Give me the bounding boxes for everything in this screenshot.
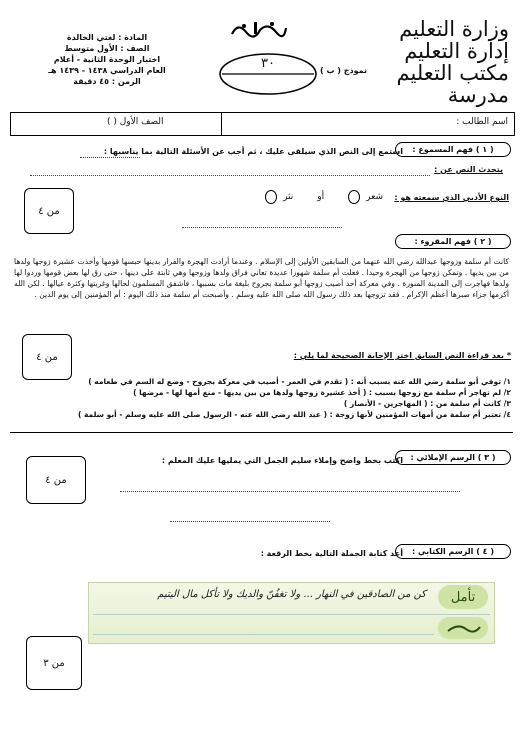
answer-line xyxy=(120,490,460,492)
q2-item: ٤/ تعتبر أم سلمة من أمهات المؤمنين لأنها زوجة : ( عبد الله رضي الله عنه - الرسول صلى الله عليه وسلم - أبو سلمة ) xyxy=(77,410,511,419)
q4-title: ( ٤ ) الرسم الكتابي : xyxy=(395,544,511,559)
answer-line xyxy=(30,174,430,176)
class-label: الصف الأول ( ) xyxy=(107,117,164,127)
or-word: أو xyxy=(317,192,325,202)
q1-score-box: من ٤ xyxy=(24,188,74,234)
q1-title: ( ١ ) فهم المسموع : xyxy=(395,142,511,157)
answer-line xyxy=(170,520,330,522)
model-label: نموذج ( ب ) xyxy=(320,66,367,75)
total-score-circle xyxy=(218,52,318,96)
q2-item: ٢/ لم تهاجر أم سلمة مع زوجها بسبب : ( أخذ عشيرة زوجها ولدها من بين يديها - منع أمها لها - مرضها ) xyxy=(133,388,511,397)
q4-score-box: من ٣ xyxy=(26,636,82,690)
grade-line: الصف : الأول متوسط xyxy=(64,44,150,53)
divider xyxy=(221,113,222,135)
q2-choose-instruction: * بعد قراءة النص السابق اختر الإجابة الصحيحة لما يلي : xyxy=(293,351,511,360)
genre-options xyxy=(265,190,383,204)
section-divider xyxy=(10,432,513,433)
q4-instruction: أعد كتابة الجملة التالية بخط الرقعة : xyxy=(260,549,403,558)
year-line: العام الدراسي ١٤٣٨ - ١٤٣٩ هـ xyxy=(48,66,166,75)
option-prose-circle[interactable] xyxy=(265,190,277,204)
option-poetry-label: شعر xyxy=(366,192,383,202)
student-info-bar xyxy=(10,112,515,136)
writing-line xyxy=(93,633,434,635)
subject-line: المادة : لغتي الخالدة xyxy=(66,33,148,42)
q2-passage: كانت أم سلمة وزوجها عبدالله رضي الله عنهما من السابقين الأولين إلى الإسلام . وعندما أرادت الهجرة والفرار بدينها حبسها قومها وأخذت عشيرة زوجها ولدها من بين يديها . وتمكن زوجها من الهجرة وحيدا . فعلت أم سلمة شهورا عديدة تعاني فراق ولدها وزوجها وهي ثابتة على دينها ، حتى رق لها بعض قومها وردوا لها ولدها فهاجرت إلى المدينة المنورة . وفي معركة أحد أصيب زوجها أبو سلمة بجروح بليغة مات بسببها ، فاشفق المسلمون لحالها وغربتها وكثرة عيالها . لكن الله أكرمها جزاء صبرها أعظم الإكرام . فقد تزوجها بعد ذلك رسول الله صلى الله عليه وسلم . وأصبحت أم سلمة منذ ذلك اليوم : أم المؤمنين إلى يوم الدين . xyxy=(14,257,509,299)
student-name-label: اسم الطالب : xyxy=(456,117,508,127)
reflect-tag: تأمل xyxy=(438,585,488,609)
exam-title-line: اختبار الوحدة الثانية - أعلام xyxy=(53,55,161,64)
q2-title: ( ٢ ) فهم المقروء : xyxy=(395,234,511,249)
ministry-header xyxy=(359,18,509,106)
handwriting-strip xyxy=(88,582,495,644)
q2-item: ٣/ كانت أم سلمة من : ( المهاجرين - الأنصار ) xyxy=(343,399,511,408)
ministry-line: مدرسة xyxy=(447,83,509,107)
q1-instruction: استمع إلى النص الذي سيلقى عليك ، ثم أجب عن الأسئلة التالية بما يناسبها : xyxy=(103,147,403,156)
ministry-line: إدارة التعليم xyxy=(404,39,509,63)
q3-instruction: اكتب بخط واضح وإملاء سليم الجمل التي يمليها عليك المعلم : xyxy=(161,456,403,465)
ministry-line: مكتب التعليم xyxy=(396,61,509,85)
exam-info xyxy=(32,32,182,87)
q3-title: ( ٣ ) الرسم الإملائي : xyxy=(395,450,511,465)
total-score: ٣٠ xyxy=(261,56,275,71)
q2-item: ١/ توفي أبو سلمة رضي الله عنه بسبب أنه : ( تقدم في العمر - أصيب في معركة بجروح - وضع له السم في طعامه ) xyxy=(88,377,511,386)
answer-line xyxy=(80,156,140,158)
option-prose-label: نثر xyxy=(283,192,294,202)
answer-line xyxy=(182,226,342,228)
q1-talks-about: يتحدث النص عن : xyxy=(434,165,503,174)
q3-score-box: من ٤ xyxy=(26,456,86,504)
handwriting-sentence: كن من الصادقين في النهار ... ولا تغفُنّ والديك ولا تأكل مال اليتيم xyxy=(157,589,426,600)
ministry-line: وزارة التعليم xyxy=(399,17,509,41)
ministry-logo-icon xyxy=(228,18,288,40)
q1-genre-question: النوع الأدبي الذي سمعته هو : xyxy=(394,193,509,202)
write-tag-icon xyxy=(438,617,488,639)
option-poetry-circle[interactable] xyxy=(348,190,360,204)
time-line: الزمن : ٤٥ دقيقة xyxy=(73,77,141,86)
writing-line xyxy=(93,613,490,615)
q2-score-box: من ٤ xyxy=(22,334,72,380)
q2-items xyxy=(41,376,511,420)
